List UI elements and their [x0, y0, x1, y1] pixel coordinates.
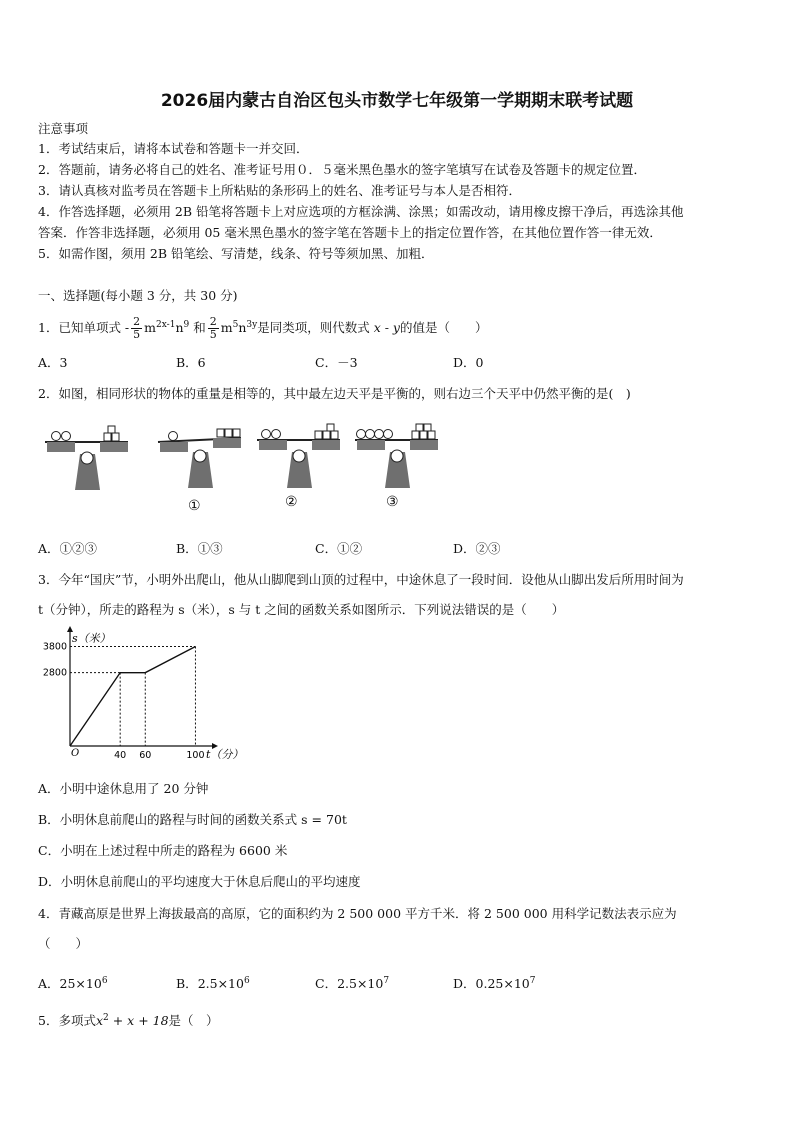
notice-item: 5．如需作图，须用 2B 铅笔绘、写清楚，线条、符号等须加黑、加粗． [38, 246, 434, 261]
section-heading: 一、选择题(每小题 3 分，共 30 分) [38, 288, 238, 303]
question-1: 1．已知单项式 - $\frac{2}{5}$ $m^{2x-1}n^9$ 和 $\frac{2}{5}$ $m^5n^{3y}$是同类项，则代数式 x - y的值是（ ） [38, 315, 488, 342]
y-tick-label: 2800 [42, 667, 67, 679]
notice-item: 4．作答选择题，必须用 2B 铅笔将答题卡上对应选项的方框涂满、涂黑；如需改动，请用橡皮擦干净后，再选涂其他 [38, 204, 684, 219]
q4-option-a: A．$25\times 10^6$ [38, 976, 108, 992]
notice-item: 1．考试结束后，请将本试卷和答题卡一并交回． [38, 141, 309, 156]
y-tick-label: 3800 [42, 641, 67, 653]
q4-option-d: D．$0.25\times 10^7$ [453, 976, 536, 992]
balance-scales-figure [40, 420, 440, 492]
q3-option-c: C．小明在上述过程中所走的路程为 6600 米 [38, 843, 288, 858]
q1-fraction-2: $\frac{2}{5}$ [209, 315, 217, 342]
q3-option-d: D．小明休息前爬山的平均速度大于休息后爬山的平均速度 [38, 874, 361, 889]
question-3-line-1: 3．今年“国庆”节，小明外出爬山，他从山脚爬到山顶的过程中，中途休息了一段时间．设他从山脚出发后所用时间为 [38, 572, 684, 587]
series-line [70, 646, 195, 746]
q1-prefix: 1．已知单项式 - [38, 320, 130, 336]
q1-option-a: A．3 [38, 355, 68, 370]
q1-option-d: D．0 [453, 355, 484, 370]
notice-item: 2．答题前，请务必将自己的姓名、准考证号用０．５毫米黑色墨水的签字笔填写在试卷及答题卡的规定位置． [38, 162, 646, 177]
notice-item: 3．请认真核对监考员在答题卡上所粘贴的条形码上的姓名、准考证号与本人是否相符． [38, 183, 521, 198]
balance-scale-3 [355, 424, 438, 488]
q4-option-b: B．$2.5\times 10^6$ [176, 976, 250, 992]
q1-fraction-1: $\frac{2}{5}$ [133, 315, 141, 342]
q4-option-c: C．$2.5\times 10^7$ [315, 976, 390, 992]
balance-scale-reference [45, 426, 128, 490]
x-tick-label: 100 [186, 750, 205, 761]
question-4-line-1: 4．青藏高原是世界上海拔最高的高原，它的面积约为 2 500 000 平方千米．将 2 500 000 用科学记数法表示应为 [38, 906, 677, 921]
y-axis-label: s（米） [72, 632, 111, 645]
q2-option-a: A．①②③ [38, 541, 98, 556]
notice-item: 答案．作答非选择题，必须用 05 毫米黑色墨水的签字笔在答题卡上的指定位置作答，在其他位置作答一律无效． [38, 225, 662, 240]
x-tick-label: 40 [114, 750, 127, 761]
question-2: 2．如图，相同形状的物体的重量是相等的，其中最左边天平是平衡的，则右边三个天平中仍然平衡的是( ) [38, 386, 631, 401]
distance-time-chart [42, 630, 244, 770]
balance-scale-1 [158, 429, 241, 488]
scale-label-1: ① [188, 498, 201, 514]
question-5: 5．多项式$x^2 + x + 18$是（ ） [38, 1013, 219, 1029]
q1-option-b: B．6 [176, 355, 206, 370]
notice-heading: 注意事项 [38, 121, 89, 136]
q3-option-a: A．小明中途休息用了 20 分钟 [38, 781, 209, 796]
q3-option-b: B．小明休息前爬山的路程与时间的函数关系式 s = 70t [38, 812, 347, 827]
x-axis-label: t（分） [206, 748, 244, 761]
origin-label: O [71, 748, 80, 759]
question-3-line-2: t（分钟），所走的路程为 s（米），s 与 t 之间的函数关系如图所示．下列说法错误的是（ ） [38, 602, 565, 617]
balance-scale-2 [257, 424, 340, 488]
q2-option-c: C．①② [315, 541, 363, 556]
q2-option-b: B．①③ [176, 541, 223, 556]
x-tick-label: 60 [139, 750, 152, 761]
chart-layer [43, 626, 244, 761]
q2-option-d: D．②③ [453, 541, 501, 556]
page-title: 2026届内蒙古自治区包头市数学七年级第一学期期末联考试题 [160, 91, 634, 111]
scale-label-2: ② [285, 494, 298, 510]
q1-option-c: C．－3 [315, 355, 358, 370]
scale-label-3: ③ [386, 494, 399, 510]
question-4-line-2: （ ） [38, 936, 89, 951]
